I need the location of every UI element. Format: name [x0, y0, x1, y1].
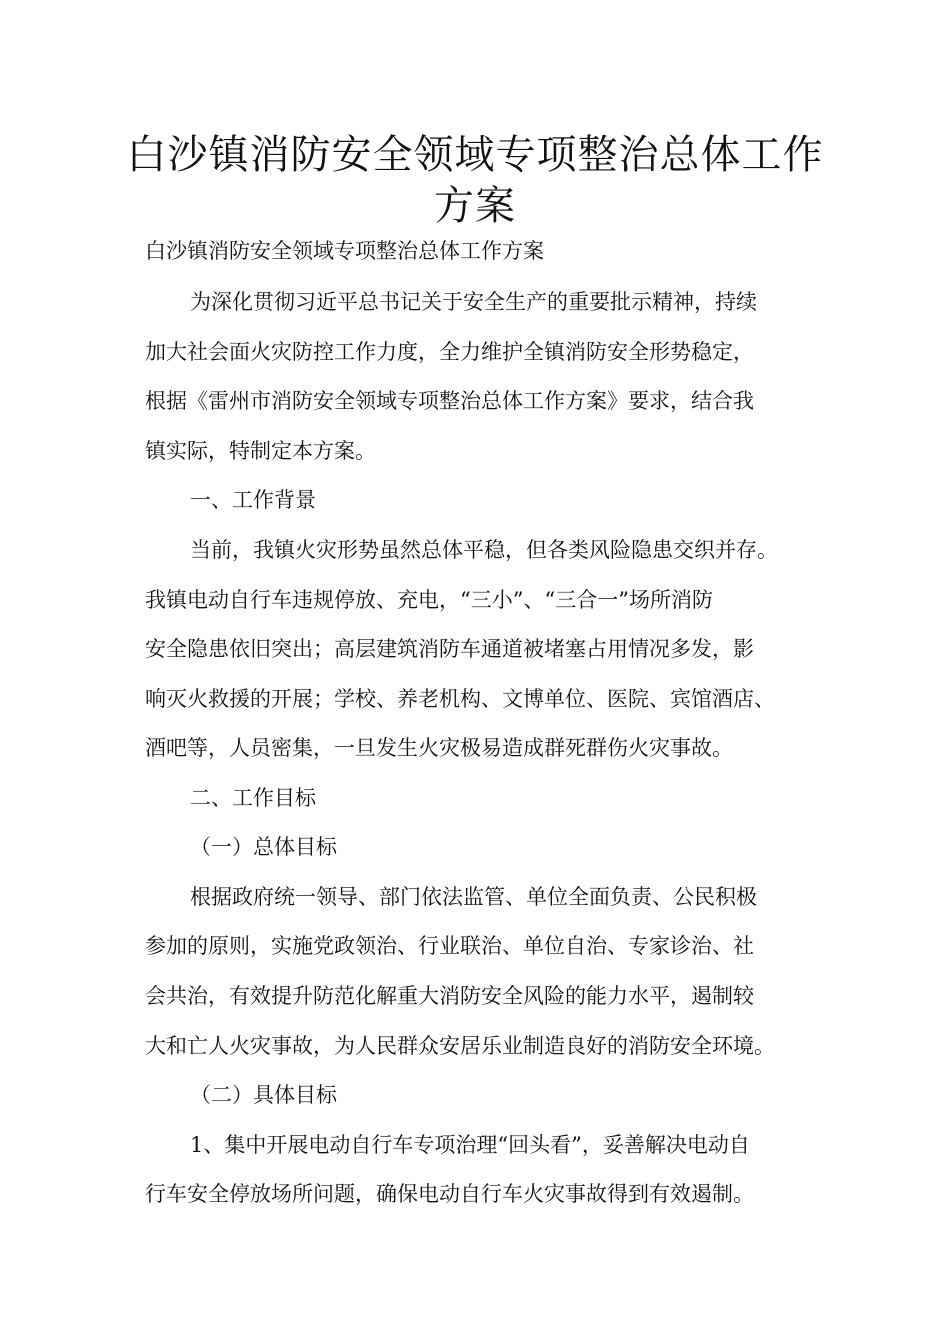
section-1-line-2: 我镇电动自行车违规停放、充电，“三小”、“三合一”场所消防 [145, 588, 713, 612]
subsection-2-heading: （二）具体目标 [190, 1083, 337, 1107]
subsection-2-line-2: 行车安全停放场所问题，确保电动自行车火灾事故得到有效遏制。 [145, 1182, 754, 1206]
section-1-line-5: 酒吧等，人员密集，一旦发生火灾极易造成群死群伤火灾事故。 [145, 736, 733, 760]
subsection-1-line-2: 参加的原则，实施党政领治、行业联治、单位自治、专家诊治、社 [145, 934, 754, 958]
intro-line-4: 镇实际，特制定本方案。 [145, 439, 376, 463]
section-1-line-4: 响灭火救援的开展；学校、养老机构、文博单位、医院、宾馆酒店、 [145, 687, 775, 711]
section-1-heading: 一、工作背景 [190, 488, 316, 512]
document-title-line-1: 白沙镇消防安全领域专项整治总体工作 [126, 132, 824, 178]
subsection-1-line-4: 大和亡人火灾事故，为人民群众安居乐业制造良好的消防安全环境。 [145, 1034, 775, 1058]
document-subtitle: 白沙镇消防安全领域专项整治总体工作方案 [145, 239, 544, 263]
section-2-heading: 二、工作目标 [190, 786, 316, 810]
subsection-1-line-1: 根据政府统一领导、部门依法监管、单位全面负责、公民积极 [190, 885, 757, 909]
intro-line-3: 根据《雷州市消防安全领域专项整治总体工作方案》要求，结合我 [145, 389, 754, 413]
intro-line-1: 为深化贯彻习近平总书记关于安全生产的重要批示精神，持续 [190, 290, 757, 314]
intro-line-2: 加大社会面火灾防控工作力度，全力维护全镇消防安全形势稳定， [145, 340, 754, 364]
subsection-1-heading: （一）总体目标 [190, 835, 337, 859]
subsection-2-line-1: 1、集中开展电动自行车专项治理“回头看”，妥善解决电动自 [190, 1133, 750, 1157]
section-1-line-3: 安全隐患依旧突出；高层建筑消防车通道被堵塞占用情况多发，影 [145, 637, 754, 661]
subsection-1-line-3: 会共治，有效提升防范化解重大消防安全风险的能力水平，遏制较 [145, 984, 754, 1008]
section-1-line-1: 当前，我镇火灾形势虽然总体平稳，但各类风险隐患交织并存。 [190, 538, 778, 562]
document-title-line-2: 方案 [434, 183, 516, 229]
